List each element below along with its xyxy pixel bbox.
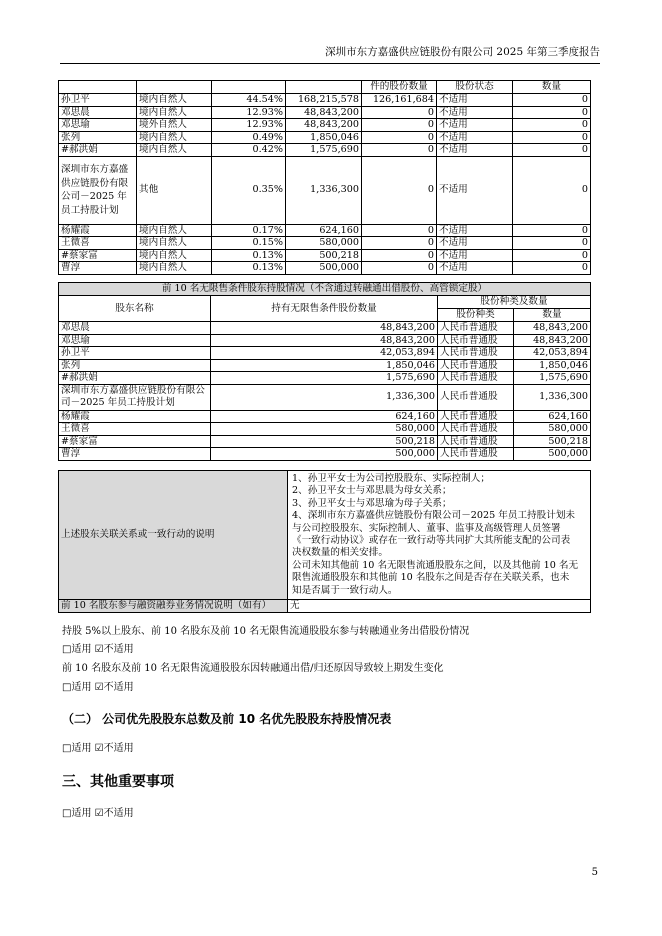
share-class-quantity: 48,843,200 (514, 322, 591, 335)
shareholder-name: #郝洪娟 (59, 144, 137, 157)
col-class-qty: 数量 (514, 309, 591, 322)
unrestricted-share-count: 1,575,690 (211, 372, 438, 385)
share-count: 1,336,300 (286, 156, 362, 224)
shareholder-name: 深圳市东方嘉盛供应链股份有限公司－2025 年员工持股计划 (59, 384, 211, 410)
table-row (59, 384, 591, 410)
shareholder-type: 境内自然人 (137, 106, 212, 119)
pledge-status: 不适用 (437, 224, 513, 237)
shareholder-type: 境内自然人 (137, 249, 212, 262)
restricted-share-count: 126,161,684 (362, 94, 437, 107)
unrestricted-share-count: 48,843,200 (211, 322, 438, 335)
relations-text (288, 471, 591, 600)
share-count: 48,843,200 (286, 106, 362, 119)
share-class-quantity: 500,000 (514, 448, 591, 461)
share-class: 人民币普通股 (438, 347, 514, 360)
shareholder-name: #蔡家富 (59, 249, 137, 262)
shareholder-name: 邓思瑜 (59, 119, 137, 132)
restricted-share-count: 0 (362, 144, 437, 157)
table-row (59, 237, 591, 250)
share-count: 500,218 (286, 249, 362, 262)
restricted-share-count: 0 (362, 156, 437, 224)
pledge-status: 不适用 (437, 237, 513, 250)
unrestricted-title: 前 10 名无限售条件股东持股情况（不含通过转融通出借股份、高管锁定股） (59, 283, 591, 296)
header-restricted: 件的股份数量 (362, 81, 437, 94)
share-count: 624,160 (286, 224, 362, 237)
share-class: 人民币普通股 (438, 435, 514, 448)
relation-line: 3、孙卫平女士与邓思瑜为母子关系； (292, 497, 452, 509)
shareholder-type: 境内自然人 (137, 94, 212, 107)
restricted-share-count: 0 (362, 131, 437, 144)
pledge-quantity: 0 (513, 224, 591, 237)
share-class: 人民币普通股 (438, 334, 514, 347)
unrestricted-share-count: 42,053,894 (211, 347, 438, 360)
table-row (59, 156, 591, 224)
relations-label: 上述股东关联关系或一致行动的说明 (59, 471, 288, 600)
share-class: 人民币普通股 (438, 372, 514, 385)
shareholding-percent: 0.15% (212, 237, 286, 250)
unrestricted-share-count: 1,336,300 (211, 384, 438, 410)
table-row (59, 106, 591, 119)
pledge-status: 不适用 (437, 262, 513, 275)
shareholder-name: 张列 (59, 131, 137, 144)
share-class-quantity: 500,218 (514, 435, 591, 448)
table-row (59, 94, 591, 107)
checkbox-line-3: □适用 ☑不适用 (62, 743, 134, 754)
shareholder-name: 孙卫平 (59, 347, 211, 360)
pledge-quantity: 0 (513, 156, 591, 224)
restricted-share-count: 0 (362, 237, 437, 250)
col-name: 股东名称 (59, 296, 211, 322)
shareholder-name: 深圳市东方嘉盛供应链股份有限公司－2025 年员工持股计划 (59, 156, 137, 224)
shareholding-percent: 0.13% (212, 262, 286, 275)
share-class: 人民币普通股 (438, 423, 514, 436)
table-row (59, 435, 591, 448)
table-row (59, 347, 591, 360)
relation-line: 限售流通股股东和其他前 10 名股东之间是否存在关联关系，也未 (292, 572, 570, 584)
pledge-status: 不适用 (437, 106, 513, 119)
table-row (59, 334, 591, 347)
share-class-quantity: 1,575,690 (514, 372, 591, 385)
pledge-quantity: 0 (513, 94, 591, 107)
top10-shareholders-table (58, 80, 591, 275)
table-row (59, 262, 591, 275)
share-class: 人民币普通股 (438, 448, 514, 461)
shareholder-name: 邓思瑜 (59, 334, 211, 347)
shareholder-type: 境外自然人 (137, 119, 212, 132)
shareholder-name: 杨耀霞 (59, 410, 211, 423)
col-class-type: 股份种类 (438, 309, 514, 322)
restricted-share-count: 0 (362, 119, 437, 132)
relation-line: 决权数量的相关安排。 (292, 547, 388, 559)
table-row (59, 144, 591, 157)
relation-line: 《一致行动协议》或存在一致行动等共同扩大其所能支配的公司表 (292, 535, 571, 547)
shareholder-name: 杨耀霞 (59, 224, 137, 237)
margin-label: 前 10 名股东参与融资融券业务情况说明（如有） (59, 600, 288, 613)
shareholder-name: #郝洪娟 (59, 372, 211, 385)
table-row (59, 359, 591, 372)
pledge-quantity: 0 (513, 262, 591, 275)
relations-table (58, 470, 591, 613)
pledge-status: 不适用 (437, 156, 513, 224)
pledge-status: 不适用 (437, 144, 513, 157)
checkbox-line-4: □适用 ☑不适用 (62, 808, 134, 819)
relation-line: 知是否属于一致行动人。 (292, 584, 398, 596)
shareholder-name: 曹淳 (59, 262, 137, 275)
shareholding-percent: 0.17% (212, 224, 286, 237)
lending-change-paragraph: 前 10 名股东及前 10 名无限售流通股股东因转融通出借/归还原因导致较上期发生变化 (62, 663, 444, 674)
table-row (59, 423, 591, 436)
relation-line: 1、孙卫平女士为公司控股股东、实际控制人； (292, 473, 490, 484)
col-class: 股份种类及数量 (438, 296, 591, 309)
unrestricted-share-count: 580,000 (211, 423, 438, 436)
checkbox-line-1: □适用 ☑不适用 (62, 644, 134, 655)
share-count: 1,850,046 (286, 131, 362, 144)
restricted-share-count: 0 (362, 249, 437, 262)
table-row (59, 224, 591, 237)
shareholder-type: 境内自然人 (137, 237, 212, 250)
table-row (59, 448, 591, 461)
share-count: 500,000 (286, 262, 362, 275)
shareholder-name: 张列 (59, 359, 211, 372)
shareholding-percent: 0.13% (212, 249, 286, 262)
pledge-quantity: 0 (513, 119, 591, 132)
restricted-share-count: 0 (362, 224, 437, 237)
shareholder-name: 邓思晨 (59, 106, 137, 119)
page-number: 5 (591, 867, 598, 878)
pledge-quantity: 0 (513, 131, 591, 144)
col-shares: 持有无限售条件股份数量 (211, 296, 438, 322)
share-class-quantity: 580,000 (514, 423, 591, 436)
share-count: 168,215,578 (286, 94, 362, 107)
share-class-quantity: 624,160 (514, 410, 591, 423)
margin-value: 无 (288, 600, 591, 613)
preferred-shares-heading: （二） 公司优先股股东总数及前 10 名优先股股东持股情况表 (62, 712, 392, 726)
table-row (59, 119, 591, 132)
share-count: 1,575,690 (286, 144, 362, 157)
share-count: 48,843,200 (286, 119, 362, 132)
page-header: 深圳市东方嘉盛供应链股份有限公司 2025 年第三季度报告 (60, 44, 600, 64)
share-class-quantity: 1,336,300 (514, 384, 591, 410)
share-count: 580,000 (286, 237, 362, 250)
unrestricted-share-count: 48,843,200 (211, 334, 438, 347)
shareholder-type: 境内自然人 (137, 144, 212, 157)
restricted-share-count: 0 (362, 262, 437, 275)
pledge-status: 不适用 (437, 94, 513, 107)
unrestricted-shareholders-table (58, 282, 591, 461)
shareholder-name: 王微喜 (59, 237, 137, 250)
pledge-quantity: 0 (513, 249, 591, 262)
share-class: 人民币普通股 (438, 410, 514, 423)
table-row (59, 131, 591, 144)
relation-line: 公司未知其他前 10 名无限售流通股股东之间，以及其他前 10 名无 (292, 559, 579, 571)
pledge-quantity: 0 (513, 106, 591, 119)
securities-lending-paragraph: 持股 5%以上股东、前 10 名股东及前 10 名无限售流通股股东参与转融通业务出借股份情况 (62, 626, 470, 637)
relation-line: 与公司控股股东、实际控制人、董事、监事及高级管理人员签署 (292, 522, 561, 534)
header-status: 股份状态 (437, 81, 513, 94)
shareholder-name: 曹淳 (59, 448, 211, 461)
shareholding-percent: 0.35% (212, 156, 286, 224)
shareholder-name: 王微喜 (59, 423, 211, 436)
pledge-status: 不适用 (437, 131, 513, 144)
unrestricted-share-count: 500,218 (211, 435, 438, 448)
relation-line: 4、深圳市东方嘉盛供应链股份有限公司－2025 年员工持股计划未 (292, 510, 576, 522)
shareholding-percent: 12.93% (212, 106, 286, 119)
shareholder-name: #蔡家富 (59, 435, 211, 448)
restricted-share-count: 0 (362, 106, 437, 119)
shareholder-type: 境内自然人 (137, 224, 212, 237)
share-class: 人民币普通股 (438, 322, 514, 335)
header-qty: 数量 (513, 81, 591, 94)
table-row (59, 322, 591, 335)
pledge-status: 不适用 (437, 119, 513, 132)
table-row (59, 372, 591, 385)
share-class-quantity: 42,053,894 (514, 347, 591, 360)
pledge-status: 不适用 (437, 249, 513, 262)
unrestricted-share-count: 500,000 (211, 448, 438, 461)
share-class: 人民币普通股 (438, 359, 514, 372)
shareholder-type: 境内自然人 (137, 131, 212, 144)
checkbox-line-2: □适用 ☑不适用 (62, 682, 134, 693)
shareholding-percent: 12.93% (212, 119, 286, 132)
other-matters-heading: 三、其他重要事项 (62, 774, 174, 790)
share-class-quantity: 1,850,046 (514, 359, 591, 372)
share-class: 人民币普通股 (438, 384, 514, 410)
unrestricted-share-count: 624,160 (211, 410, 438, 423)
shareholder-type: 其他 (137, 156, 212, 224)
shareholding-percent: 44.54% (212, 94, 286, 107)
shareholder-name: 邓思晨 (59, 322, 211, 335)
relation-line: 2、孙卫平女士与邓思晨为母女关系； (292, 485, 452, 497)
shareholder-name: 孙卫平 (59, 94, 137, 107)
table-row (59, 410, 591, 423)
pledge-quantity: 0 (513, 237, 591, 250)
shareholding-percent: 0.49% (212, 131, 286, 144)
unrestricted-share-count: 1,850,046 (211, 359, 438, 372)
pledge-quantity: 0 (513, 144, 591, 157)
table-row (59, 249, 591, 262)
share-class-quantity: 48,843,200 (514, 334, 591, 347)
shareholding-percent: 0.42% (212, 144, 286, 157)
shareholder-type: 境内自然人 (137, 262, 212, 275)
